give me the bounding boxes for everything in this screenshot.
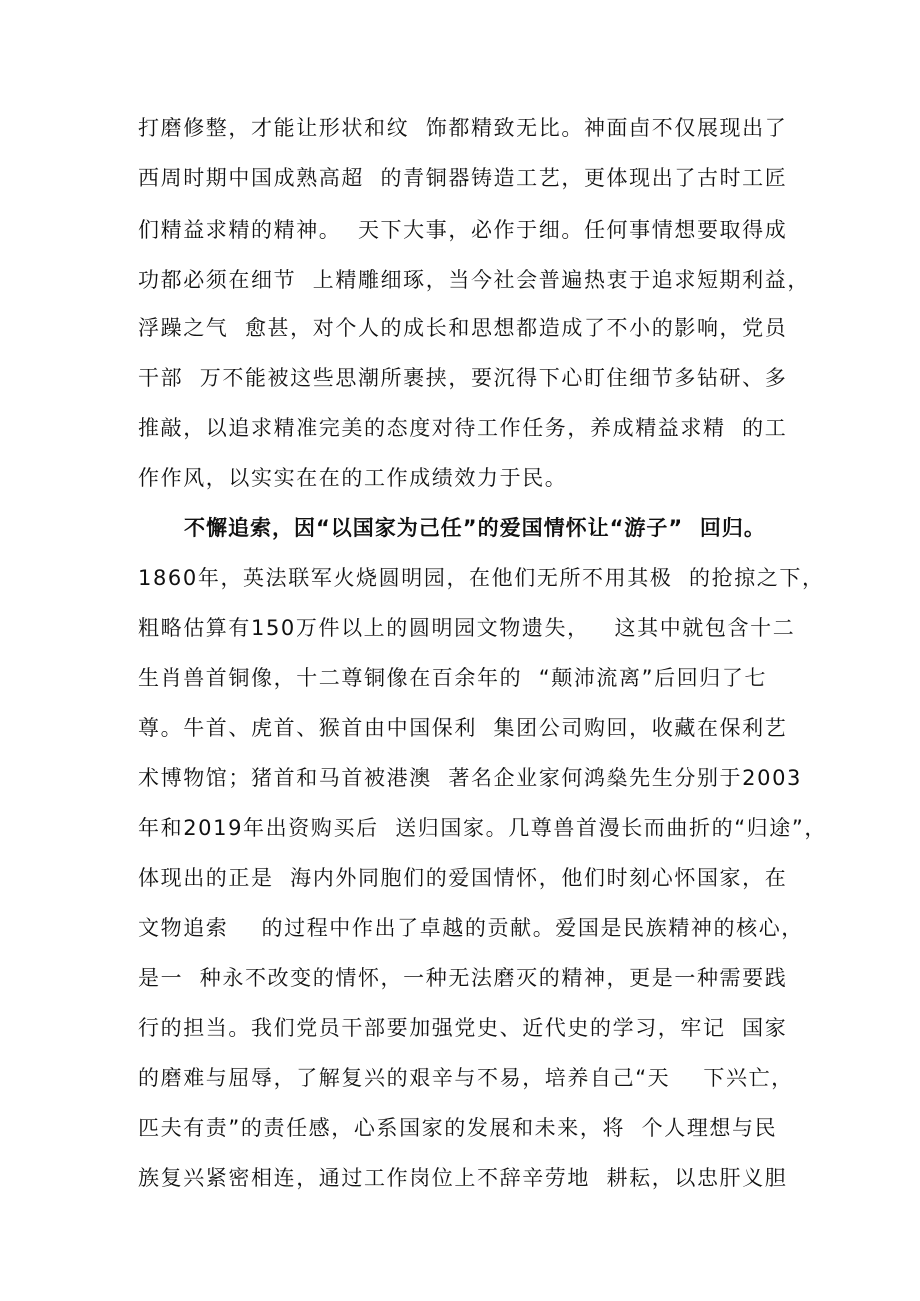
body-text-line: 族复兴紧密相连，通过工作岗位上不辞辛劳地 耕耘，以忠肝义胆 (138, 1166, 788, 1190)
body-text-line: 西周时期中国成熟高超 的青铜器铸造工艺，更体现出了古时工匠 (138, 166, 788, 190)
body-text-line: 尊。牛首、虎首、猴首由中国保利 集团公司购回，收藏在保利艺 (138, 716, 788, 740)
body-text-line: 推敲，以追求精准完美的态度对待工作任务，养成精益求精 的工 (138, 416, 788, 440)
section-heading: 不懈追索，因“以国家为己任”的爱国情怀让“游子” 回归。 (184, 516, 766, 540)
body-text-line: 浮躁之气 愈甚，对个人的成长和思想都造成了不小的影响，党员 (138, 316, 788, 340)
body-text-line: 匹夫有责”的责任感，心系国家的发展和未来，将 个人理想与民 (138, 1116, 778, 1140)
body-text-line: 术博物馆；猪首和马首被港澳 著名企业家何鸿燊先生分别于2003 (138, 766, 802, 790)
body-text-line: 干部 万不能被这些思潮所裹挟，要沉得下心盯住细节多钻研、多 (138, 366, 788, 390)
body-text-line: 生肖兽首铜像，十二尊铜像在百余年的 “颠沛流离”后回归了七 (138, 666, 768, 690)
body-text-line: 作作风，以实实在在的工作成绩效力于民。 (138, 466, 568, 490)
body-text-line: 文物追索 的过程中作出了卓越的贡献。爱国是民族精神的核心， (138, 916, 804, 940)
body-text-line: 功都必须在细节 上精雕细琢，当今社会普遍热衷于追求短期利益， (138, 268, 810, 292)
body-text-line: 粗略估算有150万件以上的圆明园文物遗失， 这其中就包含十二 (138, 616, 796, 640)
body-text-line: 体现出的正是 海内外同胞们的爱国情怀，他们时刻心怀国家，在 (138, 866, 788, 890)
body-text-line: 的磨难与屈辱，了解复兴的艰辛与不易，培养自己“天 下兴亡， (138, 1066, 794, 1090)
body-text-line: 是一 种永不改变的情怀，一种无法磨灭的精神，更是一种需要践 (138, 966, 788, 990)
body-text-line: 打磨修整，才能让形状和纹 饰都精致无比。神面卣不仅展现出了 (138, 116, 788, 140)
body-text-line: 1860年，英法联军火烧圆明园，在他们无所不用其极 的抢掠之下， (138, 566, 825, 590)
body-text-line: 行的担当。我们党员干部要加强党史、近代史的学习，牢记 国家 (138, 1016, 788, 1040)
body-text-line: 年和2019年出资购买后 送归国家。几尊兽首漫长而曲折的“归途”， (138, 816, 827, 840)
body-text-line: 们精益求精的精神。 天下大事，必作于细。任何事情想要取得成 (138, 218, 788, 242)
